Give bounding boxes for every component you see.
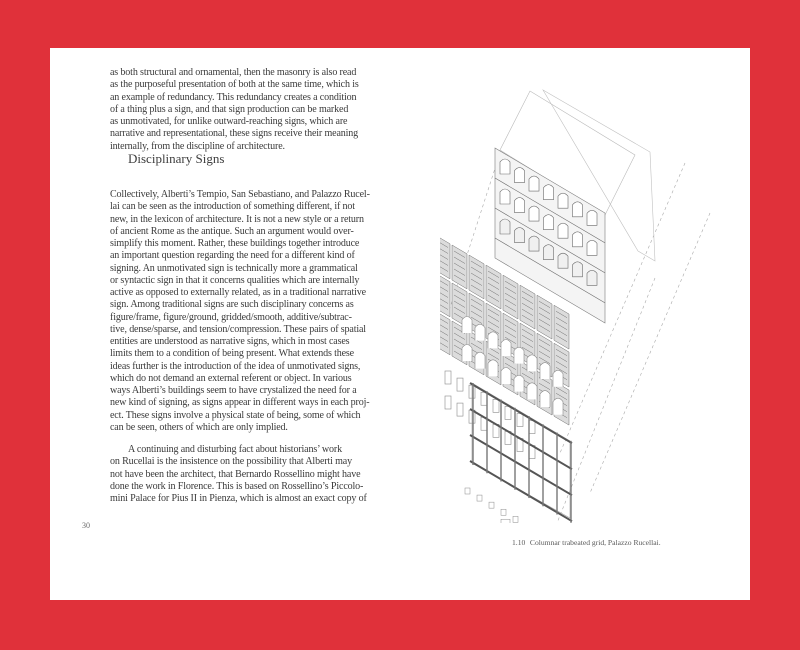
ground-element [489,502,494,508]
paragraph [110,189,370,434]
intro-paragraph [110,67,362,153]
text-line: not have been the architect, that Bernardo Rossellino might have [110,468,361,480]
figure-caption-text: Columnar trabeated grid, Palazzo Rucellai. [529,538,661,547]
small-window [481,392,487,405]
text-line: sign. Among traditional signs are such disciplinary concerns as [110,299,354,311]
text-line: or syntactic sign in that it concerns qualities which are internally [110,274,360,286]
text-line: of ancient Rome as the antique. Such an argument would over- [110,225,354,237]
text-line: tive, dense/sparse, and tension/compression. These pairs of spatial [110,323,366,335]
book-spread-page [50,48,750,600]
facade-window [544,185,554,200]
text-line: of a thing plus a sign, and that sign production can be marked [110,103,349,115]
ground-element [477,495,482,501]
arched-window [553,398,563,415]
facade-window [558,223,568,238]
arched-window [462,345,472,362]
text-line: done the work in Florence. This is based on Rossellino’s Piccolo- [110,480,364,492]
arched-window [527,355,537,372]
text-line: on Rucellai is the insistence on the possibility that Alberti may [110,456,352,468]
masonry-panel [440,273,450,317]
section-heading: Disciplinary Signs [128,151,225,166]
text-line: figure/frame, figure/ground, gridded/smooth, additive/subtrac- [110,311,352,323]
facade-window [529,236,539,251]
text-line: entities are understood as narrative signs, which in most cases [110,336,350,348]
facade-elevation-layer [495,90,655,323]
facade-window [529,176,539,191]
text-line: which do not demand an external referent or object. In various [110,372,352,384]
exploded-axonometric-drawing [440,53,750,523]
facade-window [529,206,539,221]
masonry-panel [537,295,552,339]
text-line: limits them to a condition of being present. What extends these [110,348,354,360]
figure-caption [512,538,661,547]
arched-window [475,352,485,369]
ground-floor-elements-layer [465,488,554,523]
facade-window [573,202,583,217]
text-line: new kind of signing, as signs appear in different ways in each proj- [110,397,370,409]
body-text [110,179,370,515]
text-line: ways Alberti’s buildings seem to have crystalized the need for a [110,385,357,397]
arched-window [514,347,524,364]
text-line: lai can be seen as the introduction of something different, if not [110,201,355,213]
facade-window [500,159,510,174]
ground-element [513,516,518,522]
text-line: can be seen, others of which are only implied. [110,421,288,433]
small-window [445,396,451,409]
figure-number: 1.10 [512,538,526,547]
facade-window [500,219,510,234]
text-line: signing. An unmotivated sign is technically more a grammatical [110,262,358,274]
text-line: an example of redundancy. This redundancy creates a condition [110,91,357,103]
facade-window [544,215,554,230]
text-line: as the purposeful presentation of both at the same time, which is [110,79,359,91]
facade-window [500,189,510,204]
facade-window [515,168,525,183]
facade-window [558,193,568,208]
arched-window [501,340,511,357]
facade-window [558,253,568,268]
facade-window [515,228,525,243]
arched-window [475,324,485,341]
ground-element [465,488,470,494]
arched-window [540,363,550,380]
masonry-panel [440,235,450,279]
facade-window [587,270,597,285]
masonry-panel [520,285,535,329]
arched-window [527,383,537,400]
small-window [445,371,451,384]
small-window [493,399,499,412]
arched-window [462,317,472,334]
arched-window [514,375,524,392]
facade-window [515,198,525,213]
arched-window [540,391,550,408]
arched-window [488,360,498,377]
facade-window [544,245,554,260]
small-window [457,378,463,391]
text-line: simplify this moment. Rather, these buildings together introduce [110,238,360,250]
masonry-panel [503,275,518,319]
small-window [505,406,511,419]
text-line: A continuing and disturbing fact about historians’ work [128,444,342,456]
paragraph [110,444,366,505]
arched-window [553,370,563,387]
masonry-panel [440,311,450,355]
text-line: as unmotivated, for unlike outward-reaching signs, which are [110,116,348,127]
text-line: mini Palace for Pius II in Pienza, which is almost an exact copy of [110,493,367,505]
text-line: active as opposed to externally related, as in a traditional narrative [110,287,366,299]
text-line: narrative and representational, these signs receive their meaning [110,128,359,140]
ground-element [501,509,506,515]
text-line: Collectively, Alberti’s Tempio, San Sebastiano, and Palazzo Rucel- [110,189,370,201]
masonry-panel [554,305,569,349]
doorway [501,519,510,523]
small-window [517,413,523,426]
arched-window [488,332,498,349]
facade-window [573,232,583,247]
small-window [457,403,463,416]
masonry-panel [469,255,484,299]
text-line: new, in the lexicon of architecture. It is not a new style or a return [110,213,364,225]
page-number: 30 [82,521,90,530]
facade-window [573,262,583,277]
arched-window [501,368,511,385]
masonry-panel [486,265,501,309]
masonry-panel [452,245,467,289]
text-line: ect. These signs involve a physical state of being, some of which [110,409,361,421]
text-line: as both structural and ornamental, then the masonry is also read [110,67,357,78]
text-line: ideas further is the introduction of the idea of unmotivated signs, [110,360,361,372]
small-window [529,421,535,434]
facade-window [587,210,597,225]
facade-window [587,240,597,255]
text-line: an important question regarding the need for a different kind of [110,250,355,262]
text-line: internally, from the discipline of architecture. [110,140,285,152]
